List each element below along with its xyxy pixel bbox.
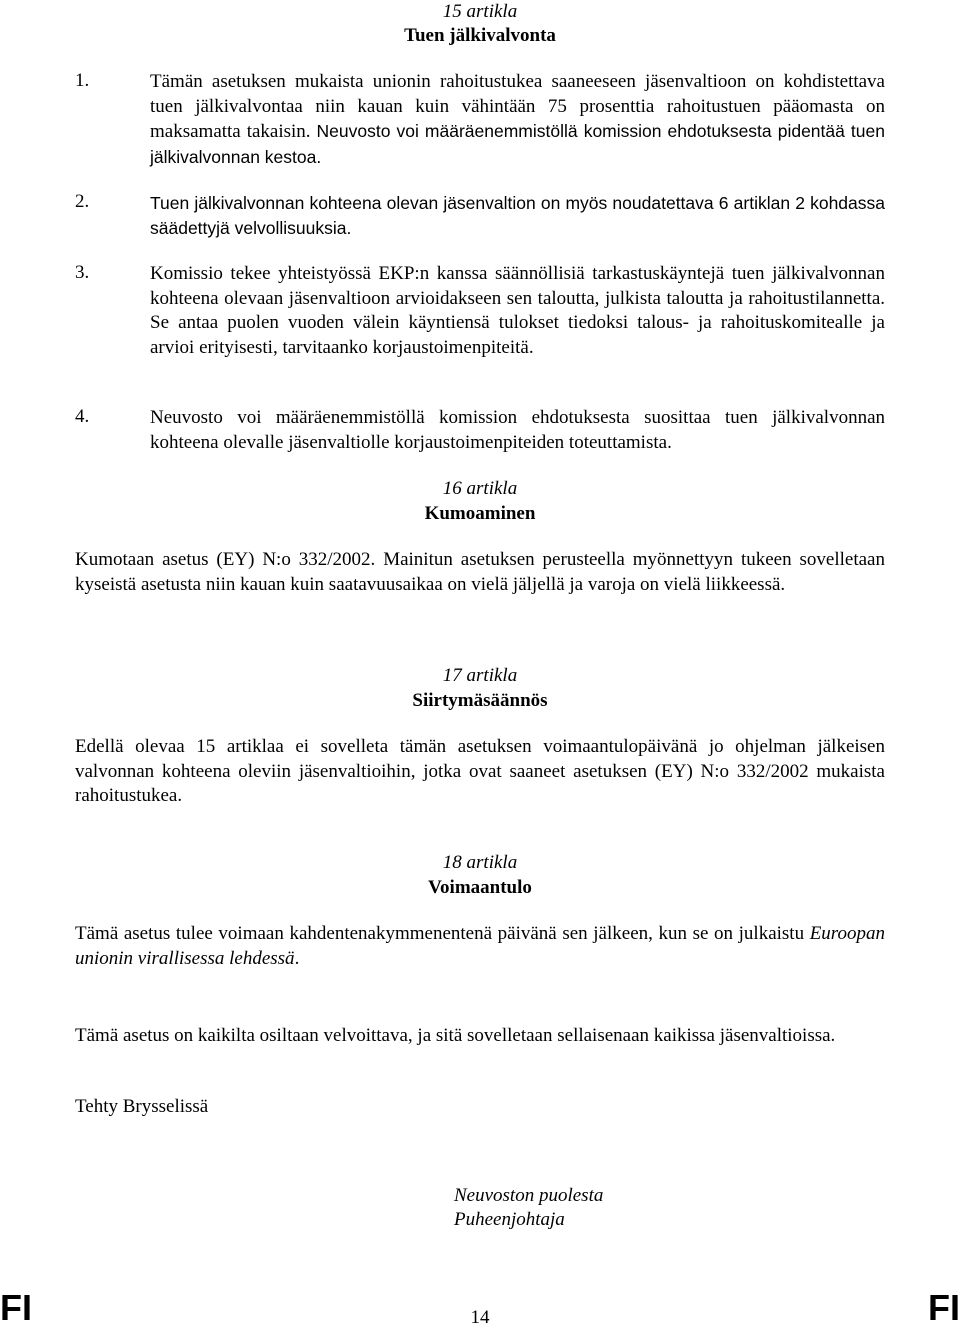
item-text-part-b: Neuvosto voi määräenemmistöllä komission ehdotuksesta pidentää tuen jälkivalvonnan kestoa. <box>150 121 885 167</box>
page-number: 14 <box>470 1307 490 1328</box>
article-18-text-end: . <box>294 947 300 969</box>
item-text: Tuen jälkivalvonnan kohteena olevan jäsenvaltion on myös noudatettava 6 artiklan 2 kohdassa säädettyjä velvollisuuksia. <box>150 193 885 238</box>
item-number: 3. <box>75 262 90 283</box>
signature-line-1: Neuvoston puolesta <box>454 1185 604 1206</box>
item-text <box>150 262 885 360</box>
item-text <box>150 70 885 170</box>
item-text-part-a: Komissio tekee yhteistyössä EKP:n kanssa säännöllisiä tarkastuskäyntejä tuen jälkivalvonnan kohteena olevaan jäsenvaltioon arvioidakseen sen taloutta, julkista taloutta ja rahoitustilannetta. <box>150 263 885 309</box>
footer-language-right: FI <box>928 1287 960 1328</box>
item-number: 2. <box>75 191 90 212</box>
article-17-number: 17 artikla <box>442 665 518 686</box>
place-of-signing: Tehty Brysselissä <box>75 1096 209 1117</box>
signature-line-2: Puheenjohtaja <box>454 1209 565 1230</box>
binding-statement: Tämä asetus on kaikilta osiltaan velvoittava, ja sitä sovelletaan sellaisenaan kaikissa jäsenvaltioissa. <box>75 1025 836 1046</box>
article-16-number: 16 artikla <box>442 478 518 499</box>
article-15-title: Tuen jälkivalvonta <box>404 25 556 46</box>
article-15-number: 15 artikla <box>442 1 518 22</box>
item-text-part-a: Tämän asetuksen mukaista unionin rahoitustukea saaneeseen jäsenvaltioon on kohdistettava tuen jälkivalvontaa niin kauan kuin vähintään 75 prosenttia rahoitustuen pääomasta on maksamatta takaisin. <box>150 71 885 142</box>
article-16-title: Kumoaminen <box>424 503 536 524</box>
article-16-text: Kumotaan asetus (EY) N:o 332/2002. Mainitun asetuksen perusteella myönnettyyn tukeen sovelletaan kyseistä asetusta niin kauan kuin saatavuusaikaa on vielä jäljellä ja varoja on vielä liikkeessä. <box>75 549 885 595</box>
item-number: 1. <box>75 70 90 91</box>
article-18-number: 18 artikla <box>442 852 518 873</box>
footer-language-left: FI <box>0 1287 32 1328</box>
article-18-text <box>75 922 885 971</box>
item-number: 4. <box>75 406 90 427</box>
item-text-part-b: Se antaa puolen vuoden välein käyntiensä tulokset tiedoksi talous- ja rahoituskomitealle ja arvioi erityisesti, tarvitaanko korjaustoimenpiteitä. <box>150 312 885 358</box>
article-17-title: Siirtymäsäännös <box>412 690 548 711</box>
article-17-text: Edellä olevaa 15 artiklaa ei sovelleta tämän asetuksen voimaantulopäivänä jo ohjelman jälkeisen valvonnan kohteena oleviin jäsenvaltioihin, jotka ovat saaneet asetuksen (EY) N:o 332/2002 mukaista rahoitustukea. <box>75 736 885 806</box>
item-text: Neuvosto voi määräenemmistöllä komission ehdotuksesta suosittaa tuen jälkivalvonnan kohteena olevalle jäsenvaltiolle korjaustoimenpiteiden toteuttamista. <box>150 407 885 453</box>
journal-name: Euroopan unionin virallisessa lehdessä <box>75 923 885 969</box>
article-18-title: Voimaantulo <box>428 877 532 898</box>
article-18-text-main: Tämä asetus tulee voimaan kahdentenakymmenentenä päivänä sen jälkeen, kun se on julkaistu <box>75 923 805 944</box>
